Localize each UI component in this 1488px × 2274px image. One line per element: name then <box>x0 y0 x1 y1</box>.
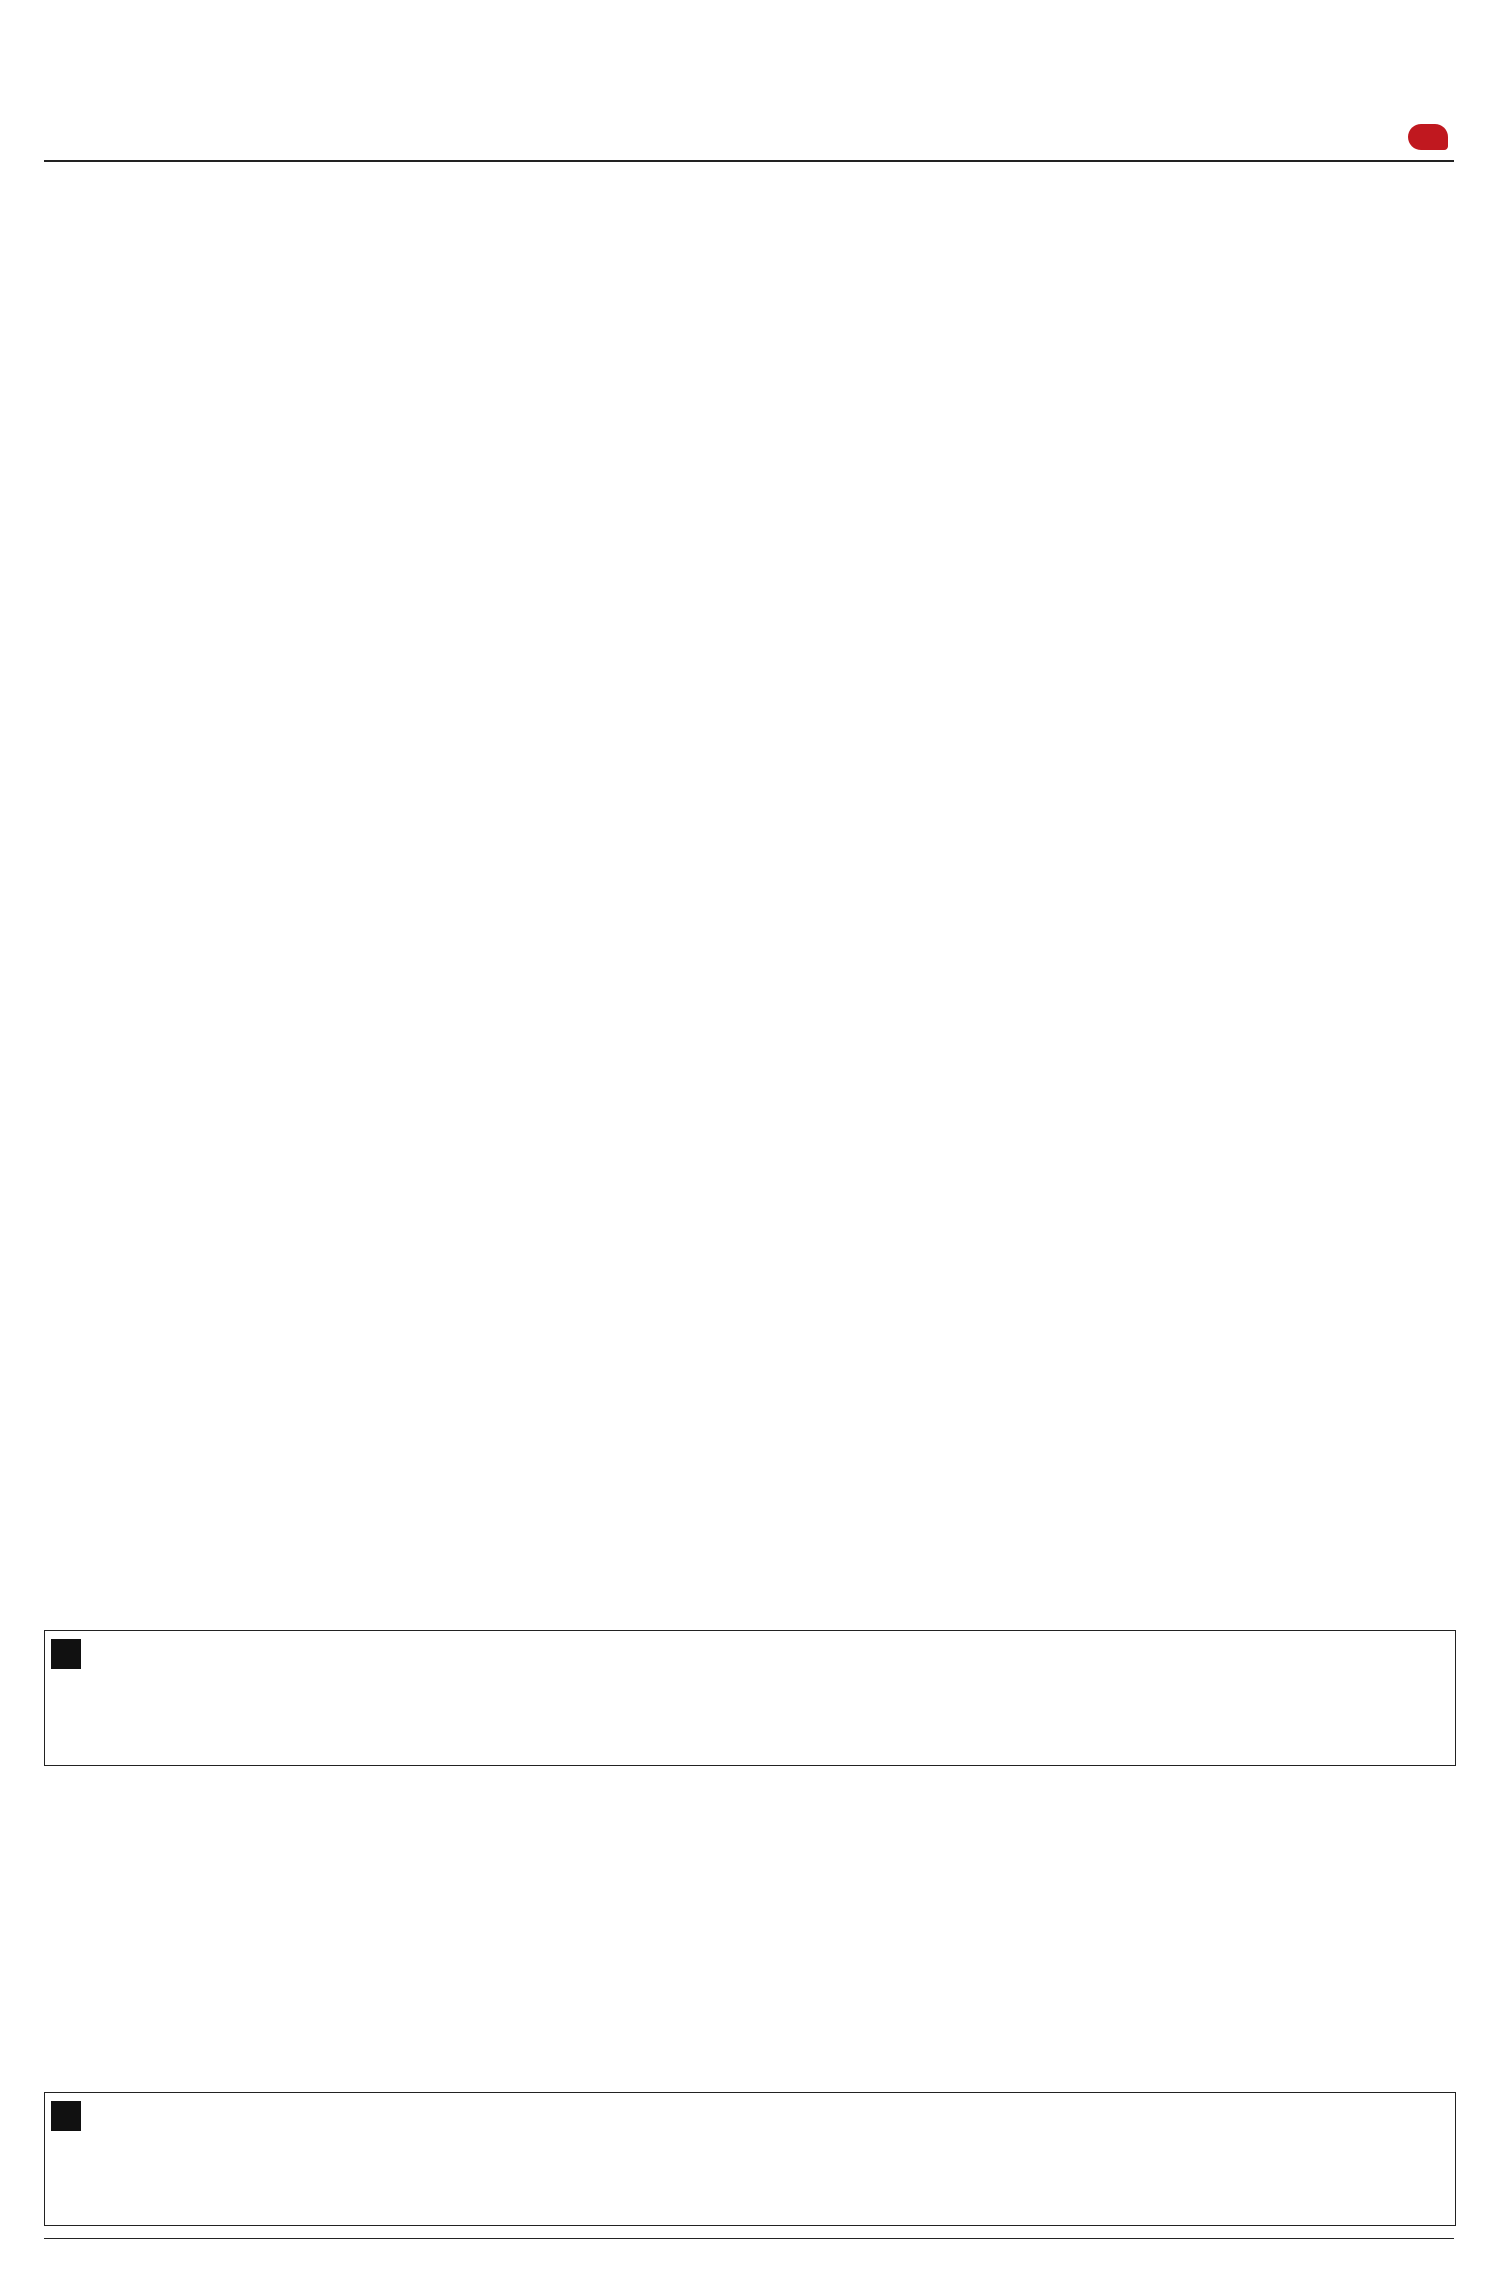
comment-box-2 <box>44 2092 1456 2226</box>
header-rule <box>44 160 1454 162</box>
logo-mark-icon <box>1408 124 1448 150</box>
page-header <box>44 118 1454 158</box>
comment-tag-2 <box>51 2101 81 2131</box>
fucai-logo <box>1408 118 1454 153</box>
comment-tag-1 <box>51 1639 81 1669</box>
distribution-grid <box>36 288 1462 1618</box>
footer-rule <box>44 2238 1454 2239</box>
comment-box-1 <box>44 1630 1456 1766</box>
sum-trend-chart <box>100 1790 1400 2076</box>
